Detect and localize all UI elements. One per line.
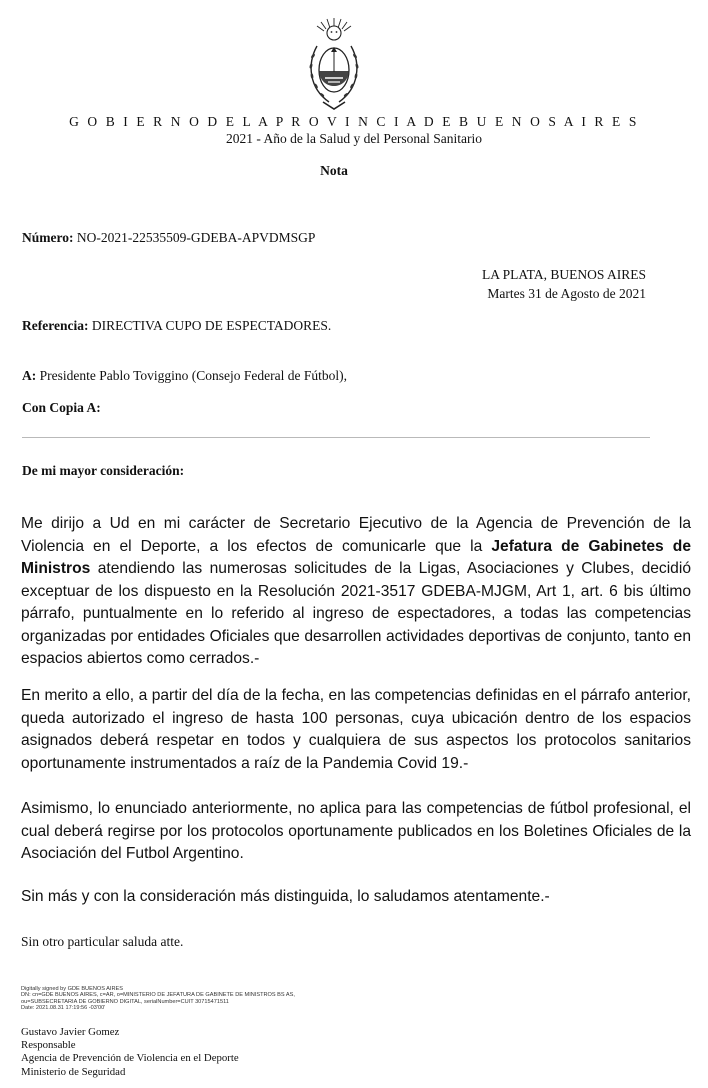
- paragraph-1-text-b: atendiendo las numerosas solicitudes de la Ligas, Asociaciones y Clubes, decidió exceptuar de los dispuesto en la Resolución 2021-3517 GDEBA-MJGM, Art 1, art. 6 bis último párrafo, puntualmente en lo referido al ingreso de espectadores, a todas las competencias organizadas por entidades Oficiales que desarrollen actividades deportivas de conjunto, tanto en espacios abiertos como cerrados.-: [21, 560, 691, 667]
- signer-name: Gustavo Javier Gomez: [21, 1026, 120, 1038]
- paragraph-1-text-a: Me dirijo a Ud en mi carácter de Secretario Ejecutivo de la Agencia de Prevención de la Violencia en el Deporte, a los efectos de comunicarle que la: [21, 515, 691, 555]
- paragraph-2: En merito a ello, a partir del día de la fecha, en las competencias definidas en el párrafo anterior, queda autorizado el ingreso de hasta 100 personas, cuya ubicación dentro de los espacios asignados deberá respetar en todos y cualquiera de sus aspectos los protocolos sanitarios oportunamente instrumentados a raíz de la Pandemia Covid 19.-: [21, 687, 691, 772]
- year-motto: 2021 - Año de la Salud y del Personal Sanitario: [225, 131, 483, 146]
- cc-label: Con Copia A:: [22, 400, 101, 415]
- signer-block: [21, 1026, 239, 1079]
- signer-agency: Agencia de Prevención de Violencia en el Deporte: [21, 1052, 239, 1065]
- place-and-date: [482, 265, 646, 303]
- paragraph-4: Sin más y con la consideración más distinguida, lo saludamos atentamente.-: [21, 888, 550, 905]
- document-number: [22, 230, 315, 246]
- number-value: NO-2021-22535509-GDEBA-APVDMSGP: [76, 230, 316, 245]
- paragraph-1: [21, 513, 691, 671]
- number-label: Número:: [22, 230, 74, 245]
- government-title: G O B I E R N O D E L A P R O V I N C I A D E B U E N O S A I R E S: [69, 114, 639, 129]
- signature-line-3: ou=SUBSECRETARIA DE GOBIERNO DIGITAL, serialNumber=CUIT 30715471511: [21, 998, 229, 1005]
- reference-value: DIRECTIVA CUPO DE ESPECTADORES.: [91, 318, 332, 333]
- reference: [22, 318, 331, 334]
- signer-role: Responsable: [21, 1039, 76, 1052]
- date: Martes 31 de Agosto de 2021: [487, 286, 646, 301]
- reference-label: Referencia:: [22, 318, 89, 333]
- document-type: Nota: [320, 163, 348, 178]
- paragraph-1-bold: Jefatura de Gabinetes de Ministros: [21, 537, 691, 577]
- signature-line-2: DN: cn=GDE BUENOS AIRES, c=AR, o=MINISTERIO DE JEFATURA DE GABINETE DE MINISTROS BS AS,: [21, 992, 295, 999]
- digital-signature: [21, 986, 295, 1012]
- signature-line-4: Date: 2021.08.31 17:19:56 -03'00': [21, 1005, 106, 1012]
- signature-line-1: Digitally signed by GDE BUENOS AIRES: [21, 986, 123, 992]
- recipient-label: A:: [22, 368, 37, 383]
- place: LA PLATA, BUENOS AIRES: [482, 267, 646, 282]
- buenos-aires-coat-of-arms-icon: [305, 16, 363, 114]
- recipient-value: Presidente Pablo Toviggino (Consejo Federal de Fútbol),: [39, 368, 348, 383]
- closing-line: Sin otro particular saluda atte.: [21, 934, 184, 949]
- signer-ministry: Ministerio de Seguridad: [21, 1065, 126, 1078]
- recipient: [22, 368, 347, 384]
- paragraph-3: Asimismo, lo enunciado anteriormente, no aplica para las competencias de fútbol profesional, el cual deberá regirse por los protocolos oportunamente publicados en los Boletines Oficiales de la Asociación del Futbol Argentino.: [21, 800, 691, 862]
- greeting: De mi mayor consideración:: [22, 463, 185, 478]
- divider: [22, 437, 650, 438]
